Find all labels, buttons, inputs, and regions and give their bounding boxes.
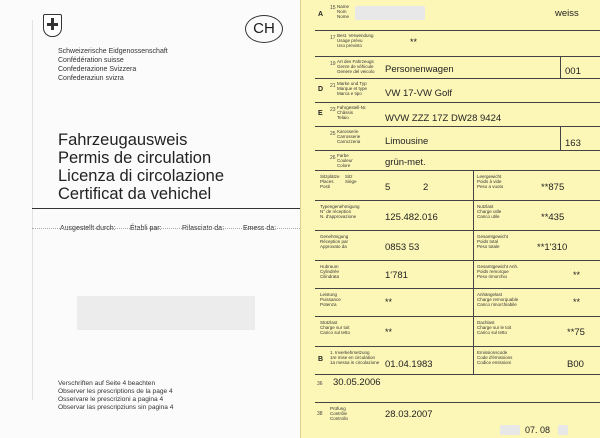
row-misc: Stützlast Charge sur toit Carico sul tetto ** Dachlast Charge sur le toit Carico sul tetto **75 [315, 316, 600, 346]
row-vehicle-type: 19 Art des Fahrzeugs Genre de véhicule Genere del veicolo Personenwagen 001 [315, 56, 600, 78]
row-body: 25 Karosserie Carrosserie Carrozzeria Limousine 163 [315, 126, 600, 150]
issuing-authority: Schweizerische Eidgenossenschaft Confédération suisse Confederazione Svizzera Confederaziun svizra [58, 48, 168, 82]
redacted-owner [355, 6, 425, 20]
row-seats: Sitzplätze Places Posti Sitz Siège 5 2 Leergewicht Poids à vide Peso a vuoto **875 [315, 170, 600, 200]
country-badge: CH [245, 15, 283, 43]
redacted-issuer [77, 296, 255, 330]
row-displacement: Hubraum Cylindrée Cilindrata 1'781 Gesamtgewicht Anh. Poids remorque Peso rimorchio ** [315, 260, 600, 288]
issued-by-row: Ausgestellt durch: Établi par: Rilasciato da: Emess da: [60, 225, 277, 232]
row-owner: A 15 Name Nom Nome weiss [318, 4, 579, 19]
row-vin: E 23 Fahrgestell-Nr. Châssis Telaio WVW ZZZ 17Z DW28 9424 [315, 102, 600, 126]
row-make: D 21 Marke und Typ Marque et type Marca e tipo VW 17-VW Golf [315, 78, 600, 102]
redacted-stamp-end [558, 425, 568, 435]
document-data-page [300, 0, 600, 438]
row-approval-date: 36 30.05.2006 [315, 374, 600, 402]
dotted-divider [32, 228, 300, 229]
page-margin-line [32, 20, 33, 400]
divider [32, 208, 300, 209]
swiss-cross-icon [43, 14, 62, 37]
footnote: Verschriften auf Seite 4 beachten Observer les prescriptions de la page 4 Osservare le prescrizioni a pagina 4 Observar las prescripziuns sin pagina 4 [58, 380, 174, 411]
row-first-registration: B 1. Inverkehrsetzung 1re mise en circulation 1a messa in circolazione 01.04.1983 Emissionscode Code d'émissions Codice emissioni B00 [315, 346, 600, 374]
row-power: Leistung Puissance Potenza ** Anhängelast Charge remorquable Carico rimorchiabile ** [315, 288, 600, 316]
row-approval-no: Genehmigung Réception par Approvato da 0853 53 Gesamtgewicht Poids total Peso totale **1'310 [315, 230, 600, 260]
redacted-stamp [500, 425, 520, 435]
document-title: Fahrzeugausweis Permis de circulation Licenza di circolazione Certificat da vehichel [58, 131, 225, 203]
row-color: 26 Farbe Couleur Colore grün-met. [315, 150, 600, 170]
row-last-check: 38 Prüfung Contrôle Controllo 28.03.2007 07. 08 [315, 402, 600, 436]
row-type-approval: Typengenehmigung N° de réception N. d'approvazione 125.482.016 Nutzlast Charge utile Carico utile **435 [315, 200, 600, 230]
row-usage: 17 Best. Verwendung Usage prévu Uso previsto ** [315, 30, 600, 56]
